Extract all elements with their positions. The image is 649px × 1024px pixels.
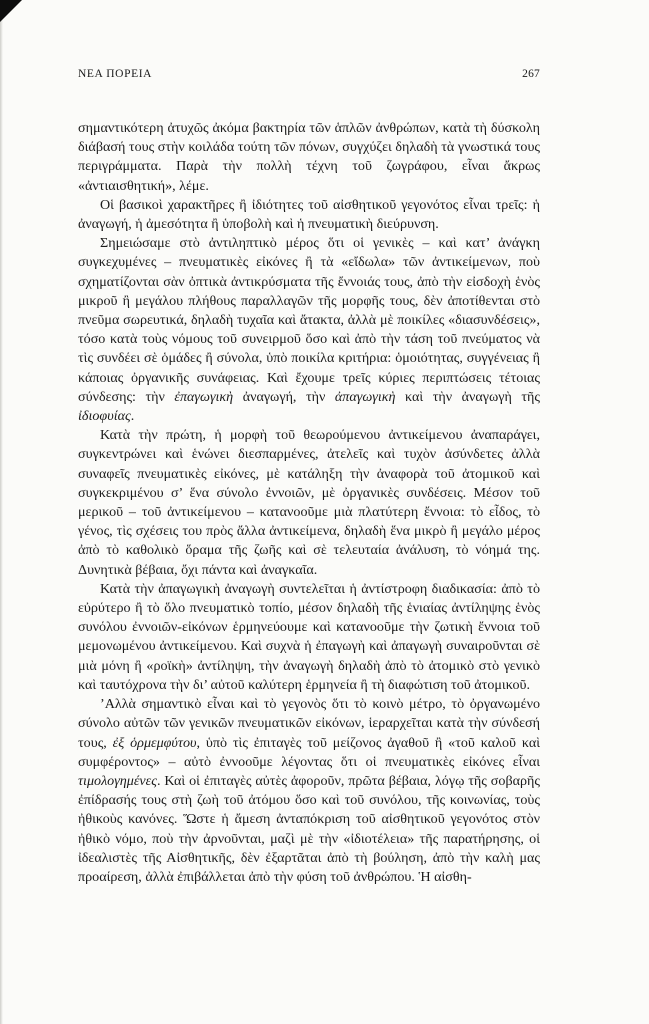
running-header bbox=[78, 68, 540, 86]
paragraph-2 bbox=[78, 196, 540, 234]
italic-phrase: ἐξ ὁρμεμφύτου bbox=[112, 734, 197, 751]
italic-phrase: ἀπαγωγικὴ bbox=[334, 388, 396, 405]
text-run: ’Αλλὰ σημαντικὸ εἶναι καὶ τὸ γεγονὸς ὅτι τὸ κοινὸ μέτρο, τὸ ὀργανωμένο σύνολο αὐτῶν τῶν γενικῶν πνευματικῶν εἰκόνων, ἱεραρχεῖται κατὰ τὴν σύνδεσή τους, bbox=[78, 696, 540, 751]
text-run: Σημειώσαμε στὸ ἀντιληπτικὸ μέρος ὅτι οἱ γενικὲς – καὶ κατ’ ἀνάγκη συγκεχυμένες – πνευματικὲς εἰκόνες ἢ τὰ «εἴδωλα» τῶν ἀντικείμενων, ποὺ σχηματίζονται σὰν ὀπτικὰ ἀντικρύσματα τῆς ἔννοιάς τους, ἀπὸ τὴν εἰσδοχὴ ἑνὸς μικροῦ ἢ μεγάλου πλήθους παραλλαγῶν τῆς μορφῆς τους, δὲν ἀποτίθενται στὸ πνεῦμα σωρευτικά, δηλαδὴ τυχαῖα καὶ ἄτακτα, ἀλλὰ μὲ ποικίλες «διασυνδέσεις», τόσο κατὰ τοὺς νόμους τοῦ συνειρμοῦ ὅσο καὶ ἀπὸ τὴν τάση τοῦ πνεύματος νὰ τὶς συνδέει σὲ ὁμάδες ἢ σύνολα, ὑπὸ ποικίλα κριτήρια: ὁμοιότητας, συγγένειας ἢ κάποιας ὀργανικῆς συνάφειας. Καὶ ἔχουμε τρεῖς κύριες περιπτώσεις τέτοιας σύνδεσης: τὴν bbox=[78, 235, 540, 405]
italic-phrase: ἐπαγωγικὴ bbox=[174, 388, 234, 405]
text-run: . Καὶ οἱ ἐπιταγὲς αὐτὲς ἀφοροῦν, πρῶτα βέβαια, λόγῳ τῆς σοβαρῆς ἐπίδρασής τους στὴ ζωὴ τοῦ ἀτόμου ὅσο καὶ τοῦ συνόλου, τῆς κοινωνίας, τοὺς ἠθικοὺς κανόνες. Ὥστε ἡ ἄμεση ἀνταπόκριση τοῦ αἰσθητικοῦ γεγονότος στὸν ἠθικὸ νόμο, ποὺ τὴν ἀρνοῦνται, μαζὶ μὲ τὴν «ἰδιοτέλεια» τῆς παρατήρησης, οἱ ἰδεαλιστὲς τῆς Αἰσθητικῆς, δὲν ἐξαρτᾶται ἀπὸ τὴ βούληση, ἀπὸ τὴν καλὴ μας προαίρεση, ἀλλὰ ἐπιβάλλεται ἀπὸ τὴν φύση τοῦ ἀνθρώπου. Ἡ αἰσθη- bbox=[78, 772, 540, 885]
text-run: Κατὰ τὴν πρώτη, ἡ μορφὴ τοῦ θεωρούμενου ἀντικείμενου ἀναπαράγει, συγκεντρώνει καὶ ἑνώνει διεσπαρμένες, ἀτελεῖς καὶ τυχὸν ἀσύνδετες ἀλλὰ συναφεῖς πνευματικὲς εἰκόνες, μὲ κατάληξη τὴν ἀναφορὰ τοῦ ἀτομικοῦ καὶ συγκεκριμένου σ’ ἕνα σύνολο ἐννοιῶν, μὲ ὀργανικὲς συνδέσεις. Μέσον τοῦ μερικοῦ – τοῦ ἀντικείμενου – κατανοοῦμε μιὰ πλατύτερη ἔννοια: τὸ εἶδος, τὸ γένος, τὶς σχέσεις του πρὸς ἄλλα ἀντικείμενα, δηλαδὴ ἕνα μικρὸ ἢ μεγάλο μέρος ἀπὸ τὸ καθολικὸ ὅραμα τῆς ζωῆς καὶ σὲ τελευταία ἀνάλυση, τὸ νόημά της. Δυνητικὰ βέβαια, ὄχι πάντα καὶ ἀναγκαῖα. bbox=[78, 427, 540, 578]
paragraph-4 bbox=[78, 426, 540, 580]
text-run: ἀναγωγή, τὴν bbox=[233, 388, 335, 405]
italic-phrase: τιμολογημένες bbox=[78, 772, 157, 789]
italic-phrase: ἰδιοφυίας bbox=[78, 408, 131, 425]
paragraph-3 bbox=[78, 234, 540, 426]
running-title: ΝΕΑ ΠΟΡΕΙΑ bbox=[78, 68, 153, 80]
body-text bbox=[78, 119, 540, 887]
text-run: σημαντικότερη ἀτυχῶς ἀκόμα βακτηρία τῶν ἁπλῶν ἀνθρώπων, κατὰ τὴ δύσκολη διάβασή τους στὴν κοιλάδα τούτη τῶν πόνων, συγχύζει δηλαδὴ τὰ γνωστικά τους περιγράμματα. Παρὰ τὴν πολλὴ τέχνη τοῦ ζωγράφου, εἶναι ἄκρως «ἀντιαισθητική», λέμε. bbox=[78, 120, 540, 194]
text-run: , ὑπὸ τὶς ἐπιταγὲς τοῦ μείζονος ἀγαθοῦ ἢ «τοῦ καλοῦ καὶ συμφέροντος» – αὐτὸ ἐννοοῦμε λέγοντας ὅτι οἱ πνευματικὲς εἰκόνες εἶναι bbox=[78, 734, 540, 770]
text-run: Οἱ βασικοὶ χαρακτῆρες ἢ ἰδιότητες τοῦ αἰσθητικοῦ γεγονότος εἶναι τρεῖς: ἡ ἀναγωγή, ἡ ἀμεσότητα ἢ ὑποβολὴ καὶ ἡ πνευματικὴ διεύρυνση. bbox=[78, 196, 540, 233]
text-run: . bbox=[130, 408, 135, 425]
text-run: Κατὰ τὴν ἀπαγωγικὴ ἀναγωγὴ συντελεῖται ἡ ἀντίστροφη διαδικασία: ἀπὸ τὸ εὐρύτερο ἢ τὸ ὅλο πνευματικὸ τοπίο, μέσον δηλαδὴ τῆς ἑνιαίας ἀντίληψης ἑνὸς συνόλου ἐννοιῶν-εἰκόνων ἑρμηνεύουμε καὶ κατανοοῦμε τὴν ζωτικὴ ἔννοια τοῦ μεμονωμένου ἀντικείμενου. Καὶ συχνὰ ἡ ἐπαγωγὴ καὶ ἀπαγωγὴ συναιροῦνται σὲ μιὰ μόνη ἢ «ροϊκὴ» ἀντίληψη, τὴν ἀναγωγὴ δηλαδὴ ἀπὸ τὸ ἀτομικὸ στὸ γενικὸ καὶ ταυτόχρονα τὴν δι’ αὐτοῦ καλύτερη ἑρμηνεία ἢ τὴ διαφώτιση τοῦ ἀτομικοῦ. bbox=[78, 580, 540, 693]
scan-corner-mark bbox=[0, 0, 22, 22]
page-number: 267 bbox=[522, 68, 540, 80]
page-left-edge-shadow bbox=[0, 0, 3, 1024]
paragraph-1 bbox=[78, 119, 540, 196]
paragraph-6 bbox=[78, 695, 540, 887]
paragraph-5 bbox=[78, 580, 540, 695]
text-run: καὶ τὴν ἀναγωγὴ τῆς bbox=[395, 388, 540, 405]
